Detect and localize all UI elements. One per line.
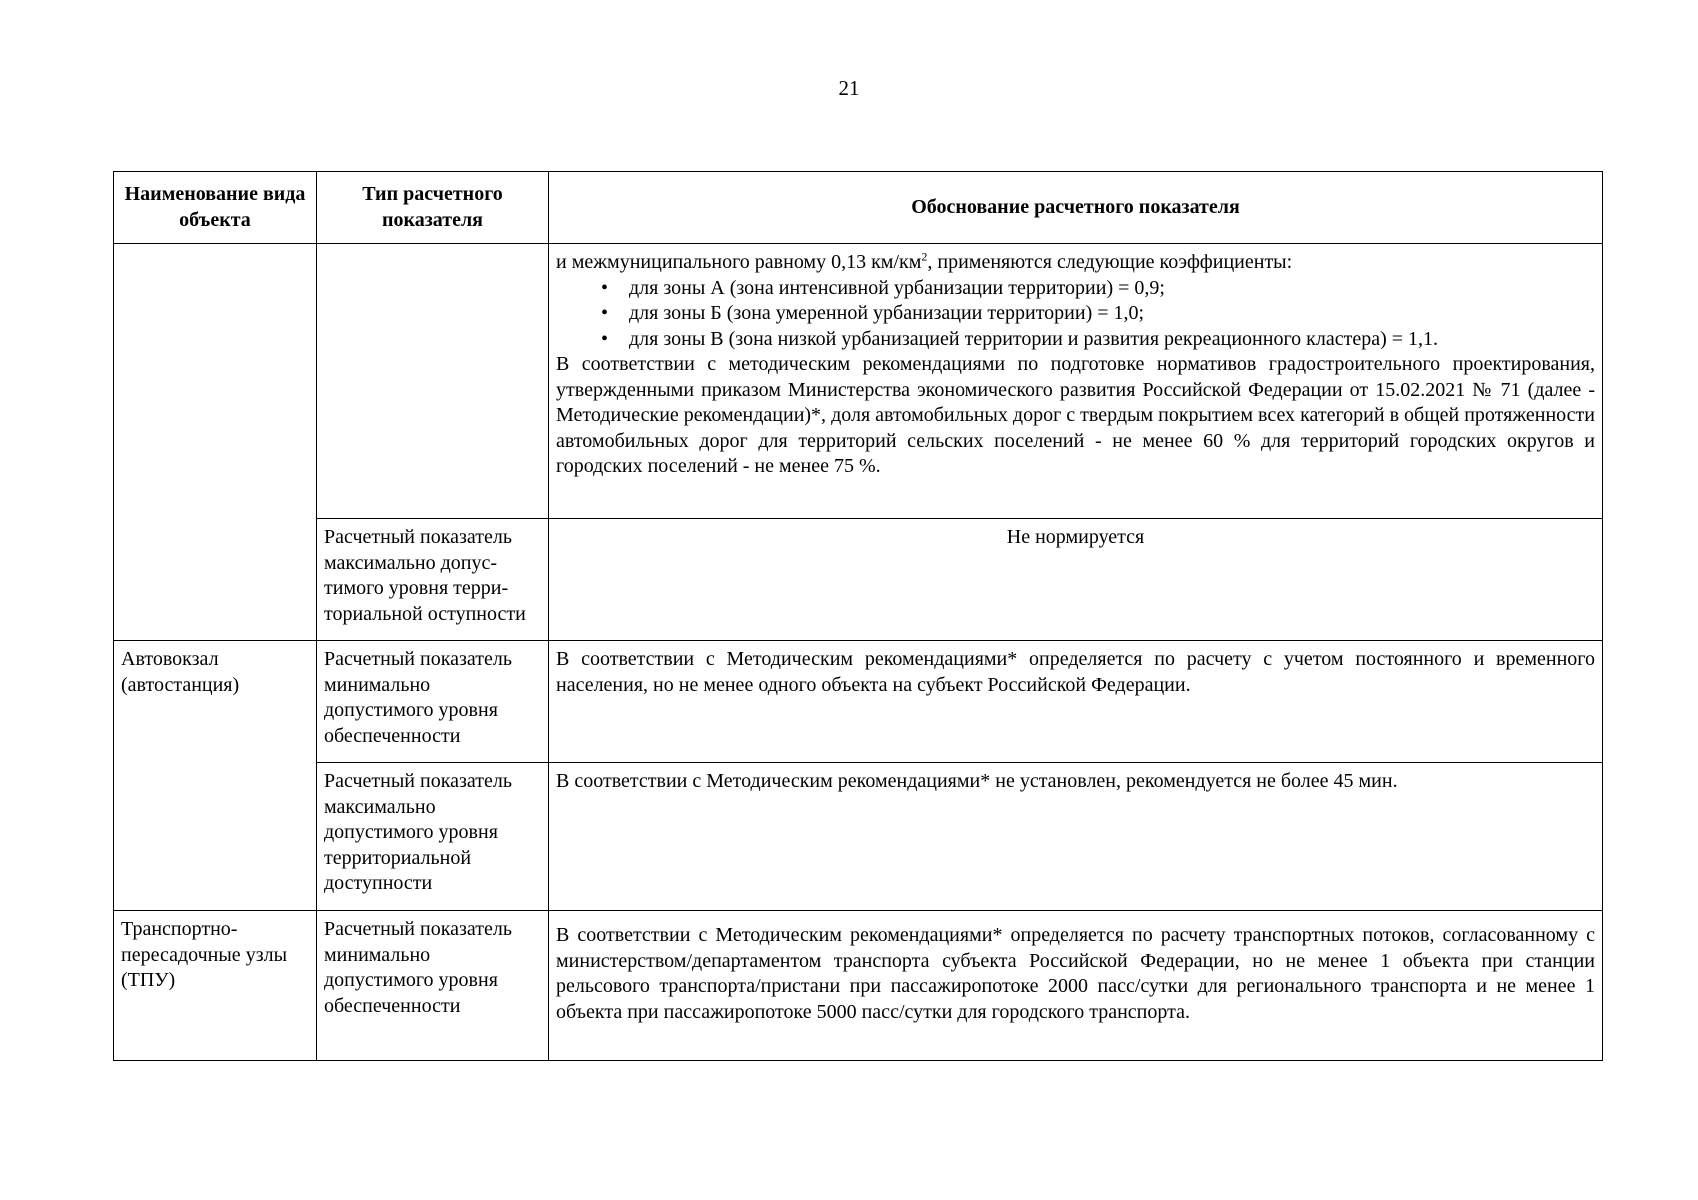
list-item: • для зоны А (зона интенсивной урбанизации территории) = 0,9; [629,276,1595,302]
cell-type: Расчетный показатель максимально допус-тимого уровня терри-ториальной оступности [317,519,549,641]
table-row [114,911,1603,1061]
cell-object-continued [114,244,317,641]
standards-table [113,171,1603,1061]
page-number: 21 [838,76,860,100]
table-row [114,641,1603,763]
cell-type: Расчетный показатель максимально допустимого уровня территориальной доступности [317,763,549,911]
list-item: • для зоны В (зона низкой урбанизацией территории и развития рекреационного кластера) = 1,1. [629,327,1595,353]
cell-object: Автовокзал (автостанция) [114,641,317,911]
cell-type-continued [317,244,549,519]
table-row [114,763,1603,911]
cell-justification: В соответствии с Методическим рекомендациями* определяется по расчету транспортных потоков, согласованному с министерством/департаментом транспорта субъекта Российской Федерации, но не менее 1 объекта при станции рельсового транспорта/пристани при пассажиропотоке 2000 пасс/сутки для регионального транспорта и не менее 1 объекта при пассажиропотоке 5000 пасс/сутки для городского транспорта. [549,911,1603,1061]
header-indicator-type: Тип расчетного показателя [317,172,549,244]
cell-justification-continued [549,244,1603,519]
cell-justification: В соответствии с Методическим рекомендациями* определяется по расчету с учетом постоянного и временного населения, но не менее одного объекта на субъект Российской Федерации. [549,641,1603,763]
table-header-row [114,172,1603,244]
list-item: • для зоны Б (зона умеренной урбанизации территории) = 1,0; [629,301,1595,327]
cell-object: Транспортно-пересадочные узлы (ТПУ) [114,911,317,1061]
coefficients-list [556,276,1595,353]
header-object-name: Наименование вида объекта [114,172,317,244]
coefficients-intro: и межмуниципального равному 0,13 $км/км^2$, применяются следующие коэффициенты: [556,249,1293,273]
cell-type: Расчетный показатель минимально допустимого уровня обеспеченности [317,911,549,1061]
methodology-paragraph: В соответствии с методическим рекомендациями по подготовке нормативов градостроительного проектирования, утвержденными приказом Министерства экономического развития Российской Федерации от 15.02.2021 № 71 (далее - Методические рекомендации)*, доля автомобильных дорог с твердым покрытием всех категорий в общей протяженности автомобильных дорог для территорий сельских поселений - не менее 60 % для территорий городских округов и городских поселений - не менее 75 %. [556,353,1595,477]
cell-justification: В соответствии с Методическим рекомендациями* не установлен, рекомендуется не более 45 мин. [549,763,1603,911]
header-justification: Обоснование расчетного показателя [549,172,1603,244]
cell-justification: Не нормируется [549,519,1603,641]
cell-type: Расчетный показатель минимально допустимого уровня обеспеченности [317,641,549,763]
table-row [114,519,1603,641]
table-row [114,244,1603,519]
